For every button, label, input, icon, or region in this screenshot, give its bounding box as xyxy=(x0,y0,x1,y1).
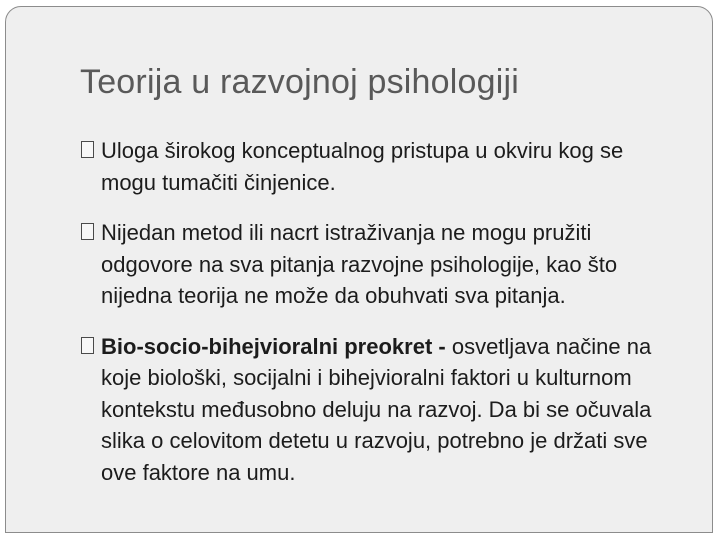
slide-frame xyxy=(5,6,713,533)
bullet-item xyxy=(81,135,681,198)
bullet-item xyxy=(81,331,681,489)
box-bullet-icon xyxy=(81,141,94,158)
slide-title: Teorija u razvojnoj psihologiji xyxy=(80,63,519,101)
bullet-text: osvetljava načine na koje biološki, socijalni i bihejvioralni faktori u kulturnom kontekstu međusobno deluju na razvoj. Da bi se očuvala slika o celovitom detetu u razvoju, potrebno je držati sve ove faktore na umu. xyxy=(101,333,652,485)
box-bullet-icon xyxy=(81,223,94,240)
bullet-bold-term: Bio-socio-bihejvioralni preokret - xyxy=(101,333,446,359)
bullet-item xyxy=(81,217,681,312)
bullet-text: Nijedan metod ili nacrt istraživanja ne mogu pružiti odgovore na sva pitanja razvojne psihologije, kao što nijedna teorija ne može da obuhvati sva pitanja. xyxy=(101,220,618,308)
bullet-list xyxy=(81,135,681,507)
bullet-text: Uloga širokog konceptualnog pristupa u okviru kog se mogu tumačiti činjenice. xyxy=(101,138,624,195)
box-bullet-icon xyxy=(81,337,94,354)
